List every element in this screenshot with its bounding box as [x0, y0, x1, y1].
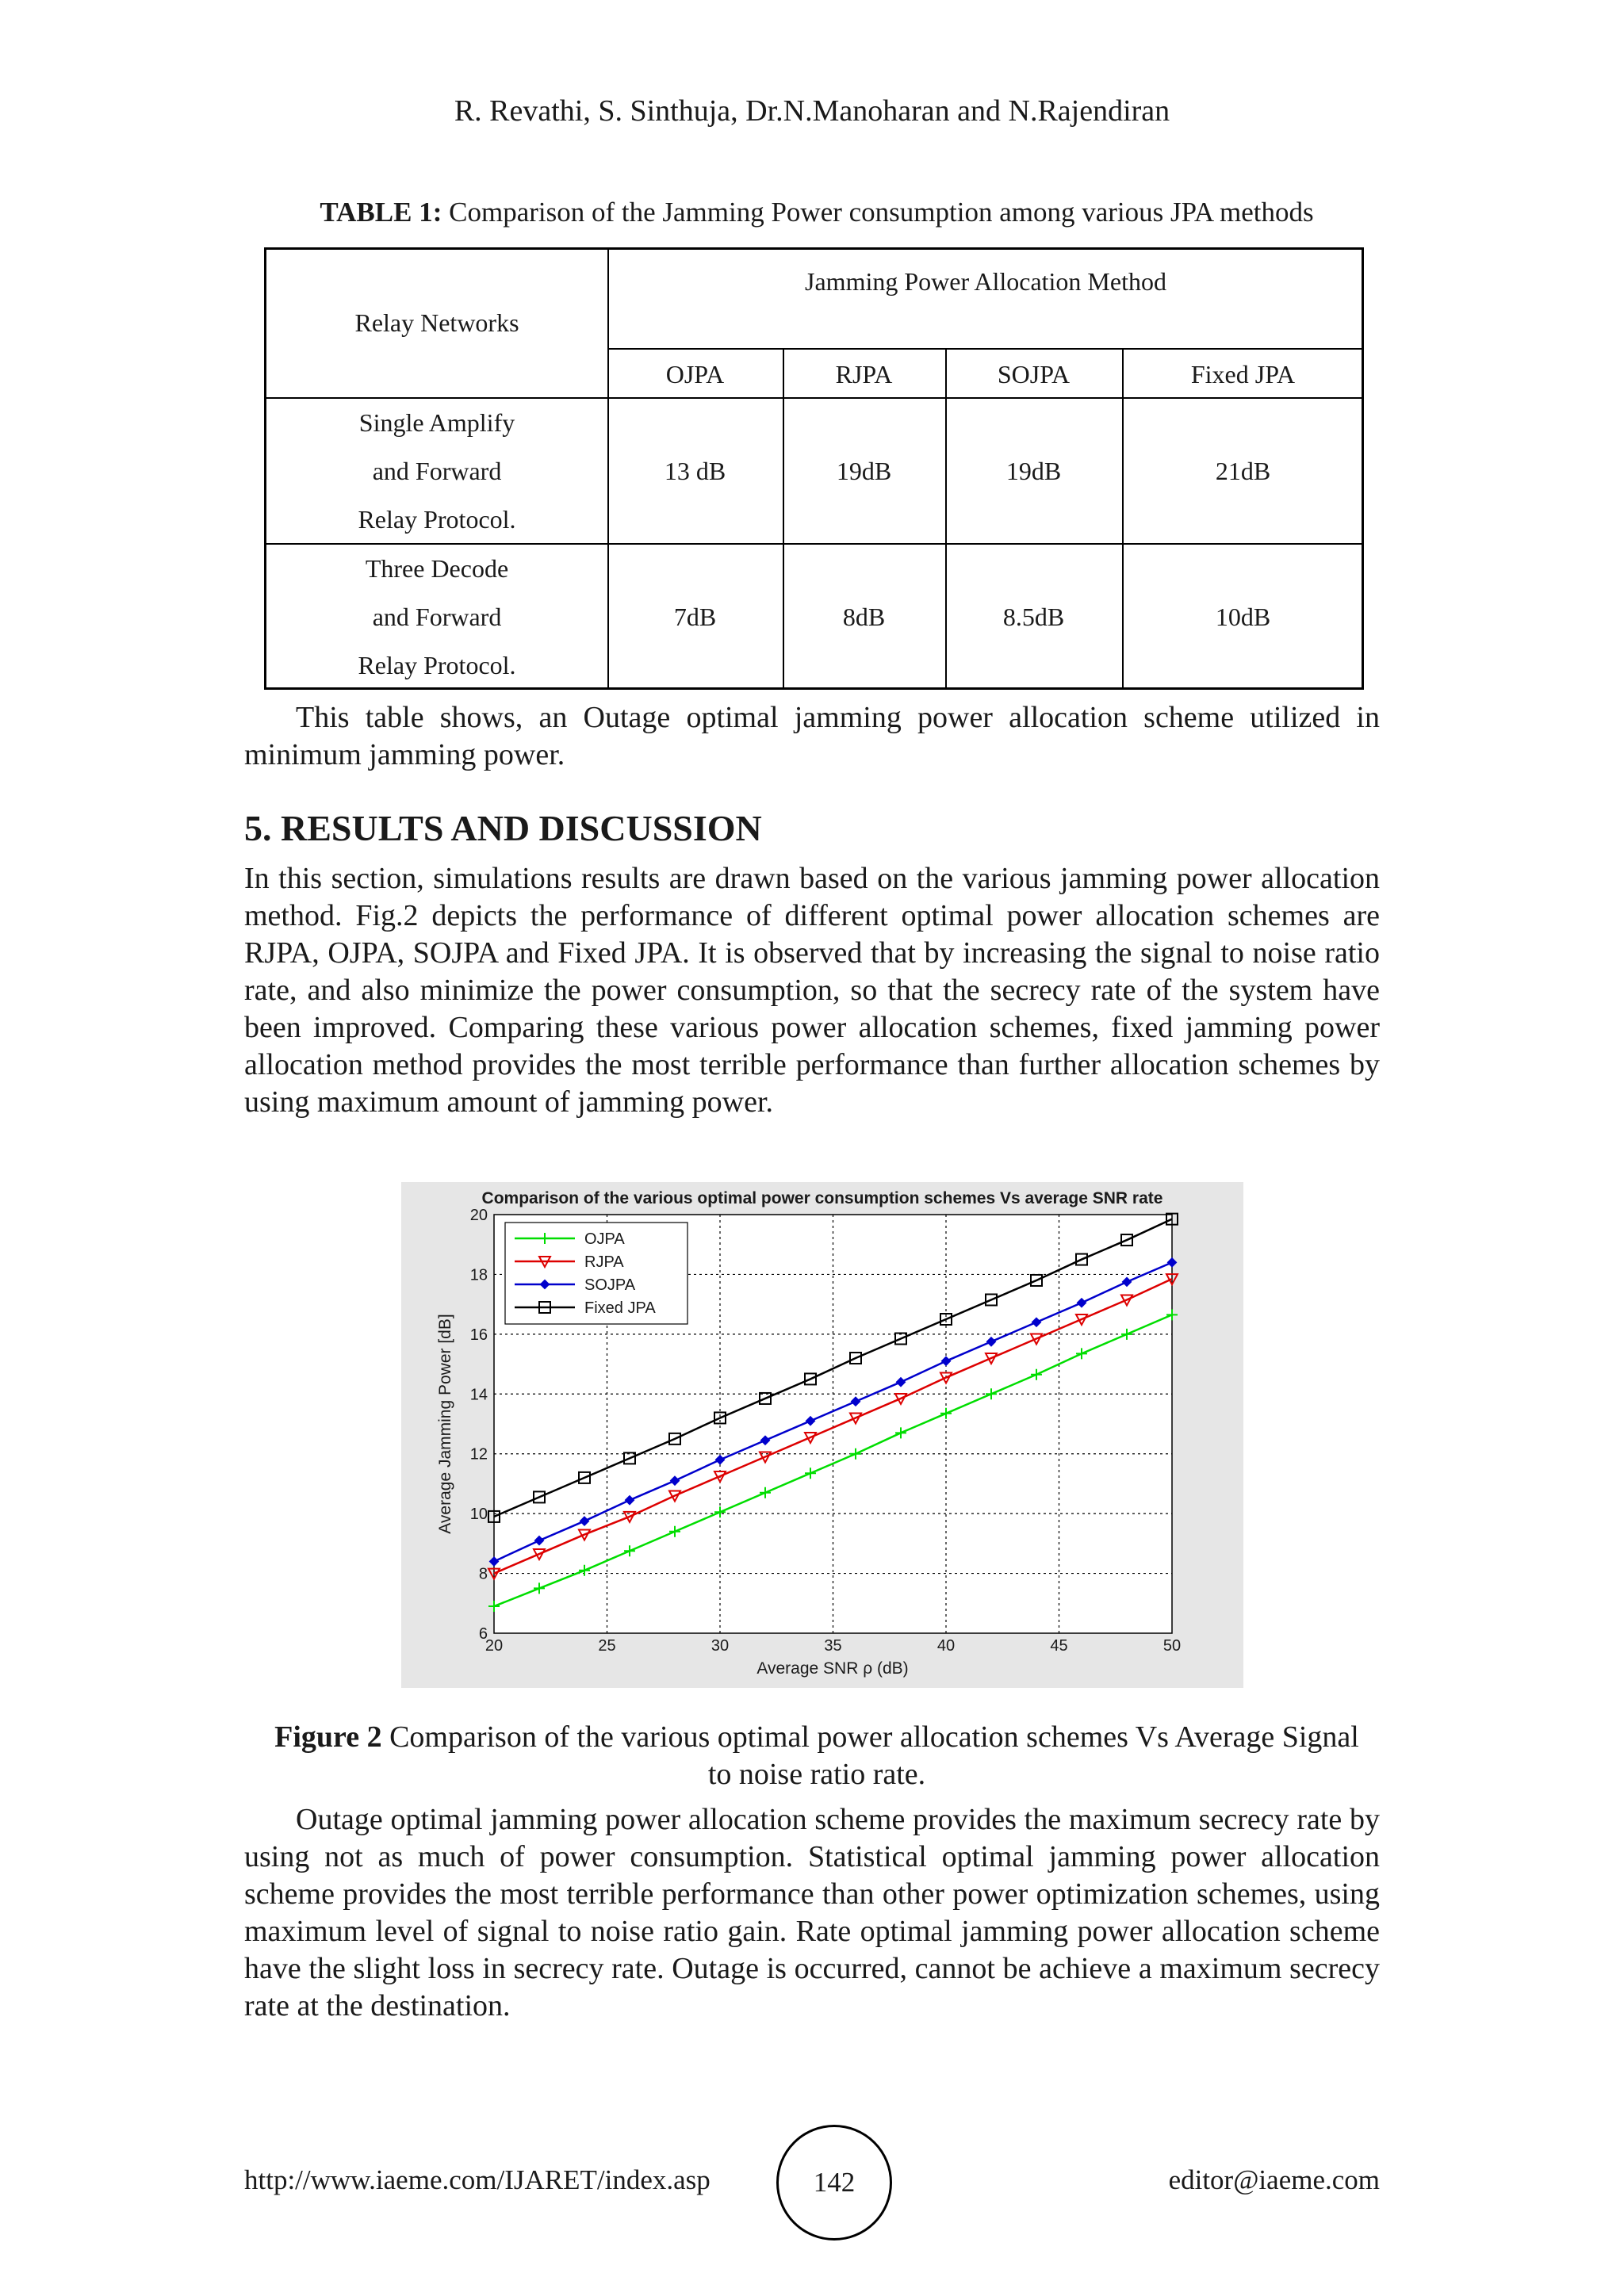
table-cell: 10dB	[1215, 603, 1271, 631]
legend	[505, 1223, 688, 1324]
x-tick-label: 40	[936, 1637, 956, 1655]
table-cell: 8.5dB	[1002, 603, 1065, 631]
legend-label: OJPA	[584, 1230, 625, 1248]
table-cell: 19dB	[1005, 457, 1062, 485]
x-tick-label: 45	[1050, 1637, 1068, 1655]
footer-email[interactable]: editor@iaeme.com	[1168, 2164, 1380, 2195]
x-tick-label: 30	[710, 1637, 730, 1655]
table-cell: 19dB	[836, 457, 892, 485]
table-row-label: Relay Protocol.	[358, 651, 516, 679]
table-row-label: Relay Protocol.	[358, 505, 516, 534]
table-row-header: Relay Networks	[354, 308, 519, 337]
legend-label: Fixed JPA	[584, 1299, 656, 1317]
figure-2-chart	[401, 1182, 1243, 1688]
x-tick-label: 35	[824, 1637, 842, 1655]
table-column-header: OJPA	[665, 360, 725, 388]
chart-title: Comparison of the various optimal power consumption schemes Vs average SNR rate	[481, 1189, 1163, 1207]
y-tick-label: 12	[469, 1445, 488, 1464]
figure-caption-label: Figure 2	[274, 1720, 382, 1754]
y-axis-label: Average Jamming Power [dB]	[436, 1314, 454, 1534]
table-column-header: RJPA	[835, 360, 893, 388]
table-cell: 7dB	[673, 603, 717, 631]
table-note-paragraph: This table shows, an Outage optimal jamming power allocation scheme utilized in minimum jamming power.	[244, 701, 1380, 771]
section-heading: 5. RESULTS AND DISCUSSION	[244, 808, 762, 848]
y-tick-label: 16	[469, 1326, 488, 1344]
footer-url[interactable]: http://www.iaeme.com/IJARET/index.asp	[244, 2164, 710, 2195]
table-row-label: Three Decode	[365, 554, 509, 583]
table-row-label: Single Amplify	[358, 408, 515, 437]
page-number: 142	[776, 2125, 892, 2241]
table-column-header: SOJPA	[997, 360, 1071, 388]
table-caption	[262, 197, 1372, 228]
comparison-table	[264, 247, 1364, 690]
y-tick-label: 8	[478, 1565, 488, 1583]
y-tick-label: 18	[469, 1266, 488, 1284]
figure-caption-text: Comparison of the various optimal power allocation schemes Vs Average Signal to noise ratio rate.	[381, 1720, 1359, 1791]
table-row-label: and Forward	[372, 603, 502, 631]
running-header: R. Revathi, S. Sinthuja, Dr.N.Manoharan and N.Rajendiran	[454, 94, 1170, 128]
table-caption-text: Comparison of the Jamming Power consumption among various JPA methods	[442, 197, 1314, 228]
table-cell: 13 dB	[664, 457, 726, 485]
legend-label: SOJPA	[584, 1276, 636, 1294]
table-caption-label: TABLE 1:	[320, 197, 442, 228]
legend-label: RJPA	[584, 1253, 624, 1271]
closing-paragraph: Outage optimal jamming power allocation scheme provides the maximum secrecy rate by using not as much of power consumption. Statistical optimal jamming power allocation scheme provides the most terrible performance than other power optimization schemes, using maximum level of signal to noise ratio gain. Rate optimal jamming power allocation scheme have the slight loss in secrecy rate. Outage is occurred, cannot be achieve a maximum secrecy rate at the destination.	[244, 1803, 1380, 2022]
section-paragraph: In this section, simulations results are drawn based on the various jamming power allocation method. Fig.2 depicts the performance of different optimal power allocation schemes are RJPA, OJPA, SOJPA and Fixed JPA. It is observed that by increasing the signal to noise ratio rate, and also minimize the power consumption, so that the secrecy rate of the system have been improved. Comparing these various power allocation schemes, fixed jamming power allocation method provides the most terrible performance than further allocation schemes by using maximum amount of jamming power.	[244, 862, 1380, 1119]
y-tick-label: 10	[469, 1506, 488, 1524]
chart-svg	[401, 1182, 1243, 1688]
y-tick-label: 14	[469, 1386, 488, 1404]
x-axis-label: Average SNR ρ (dB)	[756, 1659, 909, 1678]
figure-caption	[262, 1719, 1372, 1793]
table-cell: 21dB	[1215, 457, 1271, 485]
table-row-label: and Forward	[372, 457, 502, 485]
y-tick-label: 6	[478, 1625, 488, 1643]
table-cell: 8dB	[842, 603, 886, 631]
table-group-header: Jamming Power Allocation Method	[805, 267, 1166, 296]
y-tick-label: 20	[469, 1207, 488, 1224]
x-tick-label: 20	[485, 1637, 504, 1655]
x-tick-label: 25	[598, 1637, 616, 1655]
table-column-header: Fixed JPA	[1190, 360, 1296, 388]
x-tick-label: 50	[1162, 1637, 1182, 1655]
